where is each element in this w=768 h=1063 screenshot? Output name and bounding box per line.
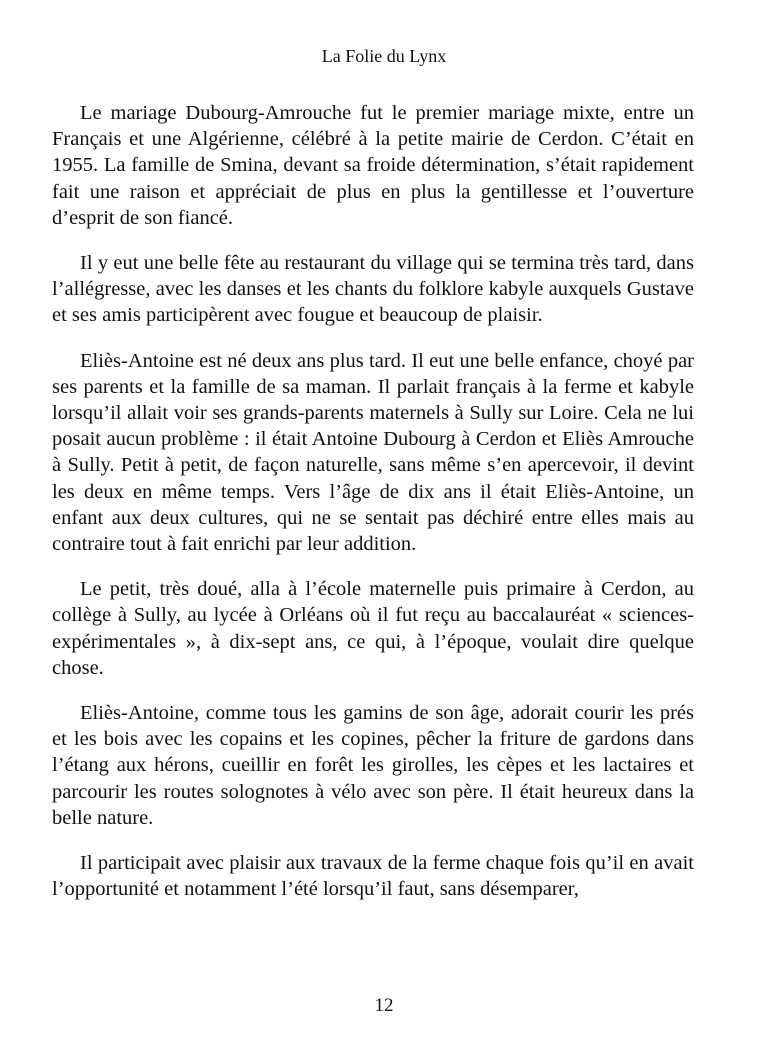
- paragraph-2: Il y eut une belle fête au restaurant du village qui se termina très tard, dans l’allégresse, avec les danses et les chants du folklore kabyle auxquels Gustave et ses amis participèrent avec fougue et beaucoup de plaisir.: [52, 252, 694, 327]
- running-header-title: La Folie du Lynx: [321, 46, 447, 66]
- body-text: [52, 100, 694, 921]
- paragraph-1: Le mariage Dubourg-Amrouche fut le premier mariage mixte, entre un Français et une Algérienne, célébré à la petite mairie de Cerdon. C’était en 1955. La famille de Smina, devant sa froide détermination, s’était rapidement fait une raison et appréciait de plus en plus la gentillesse et l’ouverture d’esprit de son fiancé.: [52, 102, 694, 229]
- paragraph-6: Il participait avec plaisir aux travaux de la ferme chaque fois qu’il en avait l’opportunité et notamment l’été lorsqu’il faut, sans désemparer,: [52, 852, 694, 901]
- page-number: 12: [374, 995, 394, 1016]
- paragraph-4: Le petit, très doué, alla à l’école maternelle puis primaire à Cerdon, au collège à Sully, au lycée à Orléans où il fut reçu au baccalauréat « sciences-expérimentales », à dix-sept ans, ce qui, à l’époque, voulait dire quelque chose.: [52, 578, 694, 679]
- paragraph-5: Eliès-Antoine, comme tous les gamins de son âge, adorait courir les prés et les bois avec les copains et les copines, pêcher la friture de gardons dans l’étang aux hérons, cueillir en forêt les girolles, les cèpes et les lactaires et parcourir les routes solognotes à vélo avec son père. Il était heureux dans la belle nature.: [52, 702, 694, 829]
- paragraph-3: Eliès-Antoine est né deux ans plus tard. Il eut une belle enfance, choyé par ses parents et la famille de sa maman. Il parlait français à la ferme et kabyle lorsqu’il allait voir ses grands-parents maternels à Sully sur Loire. Cela ne lui posait aucun problème : il était Antoine Dubourg à Cerdon et Eliès Amrouche à Sully. Petit à petit, de façon naturelle, sans même s’en apercevoir, il devint les deux en même temps. Vers l’âge de dix ans il était Eliès-Antoine, un enfant aux deux cultures, qui ne se sentait pas déchiré entre elles mais au contraire tout à fait enrichi par leur addition.: [52, 349, 694, 556]
